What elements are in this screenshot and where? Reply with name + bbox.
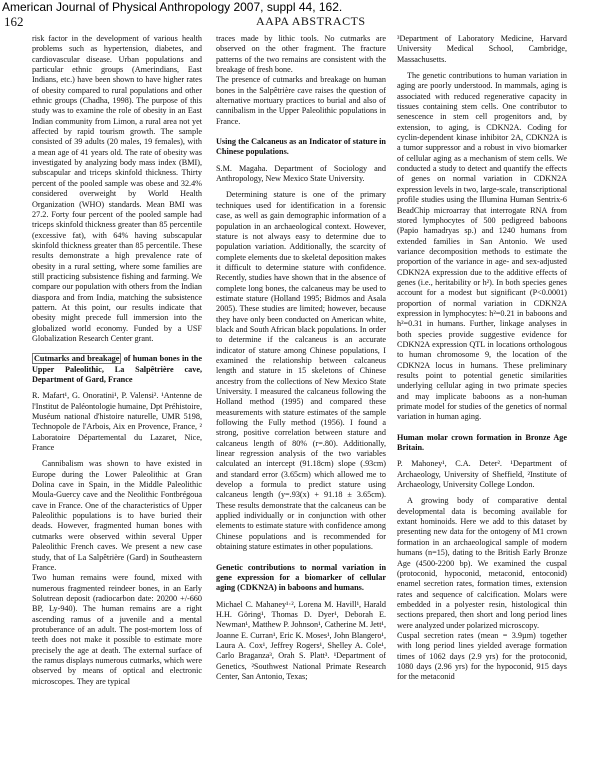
abstract-authors: S.M. Magaha. Department of Sociology and Anthropology, New Mexico State University. (216, 163, 386, 184)
abstract-affiliation: ³Department of Laboratory Medicine, Harvard University Medical School, Cambridge, Massachusetts. (397, 34, 567, 64)
abstract-title: Genetic contributions to normal variation in gene expression for a biomarker of cellular aging (CDKN2A) in baboons and humans. (216, 562, 386, 593)
abstract-title (32, 354, 202, 385)
column-left (32, 34, 202, 774)
page-number: 162 (4, 14, 24, 29)
abstract-paragraph: A growing body of comparative dental developmental data is becoming available for extant hominoids. Here we add to this dataset by presenting new data for the ontogeny of M1 crown formation in an archaeological sample of modern humans (n=15), dating to the British Early Bronze Age (4500-2200 bp). We examined the cuspal (protoconid, hypoconid, metaconid, entoconid) enamel secretion rates, formation times, extension rates and sequence of calcification. Molars were embedded in a polyester resin, histological thin sections prepared, then short and long period lines were analyzed under polarized microscopy. (397, 496, 567, 630)
journal-citation: American Journal of Physical Anthropology 2007, suppl 44, 162. (2, 0, 343, 14)
abstract-title: Using the Calcaneus as an Indicator of stature in Chinese populations. (216, 137, 386, 157)
abstract-paragraph: Cannibalism was shown to have existed in Europe during the Lower Paleolithic at Gran Dolina cave in Spain, in the Middle Paleolithic Moula-Guercy cave and the Neolithic Fontbrégoua cave in France. One of the characteristics of Upper Paleolithic populations is to have buried their deads. However, fragmented human bones with cutmarks were observed within several Upper Paleolithic French caves. We present a new case study, that of La Salpêtrière (Gard) in Southeastern France. (32, 459, 202, 572)
highlighted-title-lead: Cutmarks and breakage (34, 354, 120, 364)
abstract-title: Human molar crown formation in Bronze Age Britain. (397, 432, 567, 453)
abstract-paragraph: traces made by lithic tools. No cutmarks are observed on the other fragment. The fracture patterns of the two remains are consistent with the breakage of fresh bone. (216, 34, 386, 75)
abstract-authors: P. Mahoney¹, C.A. Deter². ¹Department of Archaeology, University of Sheffield, ²Institute of Archaeology, University College London. (397, 459, 567, 490)
abstract-paragraph: Cuspal secretion rates (mean = 3.9µm) together with long period lines yielded average formation times of 1062 days (2.9 yrs) for the protoconid, 1080 days (2.96 yrs) for the hypoconid, 915 days for the metaconid (397, 630, 567, 682)
abstract-paragraph: Determining stature is one of the primary techniques used for identification in a forensic case, as well as gain demographic information of a population in an archaeological context. However, stature is not always easy to determine due to population variation. Additionally, the scarcity of complete elements due to skeletal deposition makes it difficult to determine stature with confidence. Recently, studies have shown that in the absence of complete long bones, the calcaneus may be used to estimate stature (Holland 1995; Bidmos and Asala 2005). These studies are limited; however, because they have only been conducted on American white, black and South African black populations. In order to determine if the calcaneus is an accurate indicator of stature among Chinese populations, I examined the relationship between calcaneus length and stature in 15 skeletons of Chinese ancestry from the collections of New Mexico State University. I measured the calcaneus following the Holland method (1995) and compared these measurements with stature estimates of the sample following the Fully method (1956). I found a strong, positive correlation between stature and calcaneus length of 80% (r=.80). Additionally, linear regression analysis of the two variables calculated an intercept (91.18cm) slope (.93cm) and standard error (3.65cm) which allowed me to develop a formula to predict stature using calcaneus length (y=.93(x) + 91.18 ± 3.65cm). These results demonstrate that the calcaneus can be applied individually or in conjunction with other elements to estimate stature with confidence among Chinese populations and is recommended for obtaining stature estimates in other populations. (216, 190, 386, 552)
abstract-title-rest: of human bones in the Upper Paleolithic, La Salpêtrière cave, Department of Gard, France (32, 354, 202, 384)
running-head: AAPA ABSTRACTS (256, 14, 366, 28)
abstract-paragraph: The presence of cutmarks and breakage on human bones in the Salpêtrière cave raises the question of alternative mortuary practices to burial and also of cannibalism in the Upper Paleolithic populations in France. (216, 75, 386, 126)
abstract-paragraph: risk factor in the development of various health problems such as hypertension, diabetes, and cardiovascular disease. Urban populations and particular ethnic groups (Amerindians, East Indians, etc.) have been shown to have higher rates of obesity compared to rural populations and other ethnic groups (Chadha, 1998). The purpose of this study was to examine the role of obesity in an East Indian community from Limon, a rural area not yet affected by rapid tourism growth. The sample consisted of 39 adults (20 males, 19 females), with a mean age of 41 years old. The rate of obesity was investigated by analyzing body mass index (BMI), subscapular and triceps skinfold thickness. Thirty percent of the pooled sample was obese and 32.4% considered overweight by World Health Organization (WHO) standards. Mean BMI was 27.2. Forty four percent of the pooled sample had triceps skinfold thickness greater than 85 percentile (excessive fat), with 64% having subscapular skinfold thickness greater than 85 percentile. These results demonstrate a high prevalence rate of obesity in a rural setting, where some families are still practicing subsistence fishing and farming. We compare our population with others from the Indian diaspora and from India, matching the subsistence pattern. At this point, our results indicate that obesity might precede full immersion into the globalized world economy. Funded by a USF Globalization Research Center grant. (32, 34, 202, 343)
abstract-authors: R. Mafart¹, G. Onoratini¹, P. Valensi². ¹Antenne de l'Institut de Paléontologie humaine, Dpt Préhistoire, Muséum national d'histoire naturelle, UMR 5198, Technopole de l'Arbois, Aix en Provence, France, ² Laboratoire Départemental du Lazaret, Nice, France (32, 391, 202, 453)
abstract-authors: Michael C. Mahaney¹·², Lorena M. Havill¹, Harald H.H. Göring¹, Thomas D. Dyer¹, Deborah E. Newman¹, Matthew P. Johnson¹, Catherine M. Jett¹, Joanne E. Curran¹, Eric K. Moses¹, John Blangero¹, Laura A. Cox¹, Jeffrey Rogers¹, Shelley A. Cole¹, Carlo Braganza³, Orah S. Platt³. ¹Department of Genetics, ²Southwest National Primate Research Center, San Antonio, Texas; (216, 599, 386, 681)
abstract-paragraph: The genetic contributions to human variation in aging are poorly understood. In mammals, aging is associated with reduced regenerative capacity in tissues containing stem cells. One contributor to senescence in stem cell progenitors and, by extension, to aging, is CDKN2A. Coding for cyclin-dependent kinase inhibitor 2A, CDKN2A is a tumor suppressor and a robust in vivo biomarker of cellular aging as a mechanism of stem cells. We conducted a study to detect and quantify the effects of genes on normal variation in CDKN2A expression levels in two, large-scale, transcriptional profile studies using the Illumina Human Sentrix-6 BeadChip microarray that interrogate RNA from stored lymphocytes of 500 pedigreed baboons (Papio hamadryas sp.) and 1240 humans from extended families in San Antonio. We used variance decomposition methods to estimate the proportion of the variance in age- and sex-adjusted CDKN2A expression due to the additive effects of genes (i.e., heritability or h²). In both species genes account for a modest but significant (P<0.0001) proportion of normal variation in CDKN2A expression in lymphocytes: h²=0.21 in baboons and h²=0.31 in humans. Further, linkage analyses in both species provide suggestive evidence for CDKN2A expression QTL in locations orthologous to human chromosome 9, the location of the CDKN2A locus in humans. These preliminary results point to potential genetic similarities underlying cellular aging in two primate species and may implicate baboons as a non-human primate model for studies of the genetics of normal variation in human aging. (397, 71, 567, 422)
column-middle (216, 34, 386, 774)
column-right (397, 34, 567, 774)
abstract-paragraph: Two human remains were found, mixed with numerous fragmented reindeer bones, in an Early Solutrean deposit (radiocarbon date: 20200 +/-660 BP, Ly-940). The human remains are a right ascending ramus of a juvenile and a mental protuberance of an adult. The post-mortem loss of teeth does not make it possible to estimate more precisely the age at death. The external surface of the ramus displays numerous cutmarks, which were observed by means of optical and electronic microscopes. They are typical (32, 573, 202, 686)
